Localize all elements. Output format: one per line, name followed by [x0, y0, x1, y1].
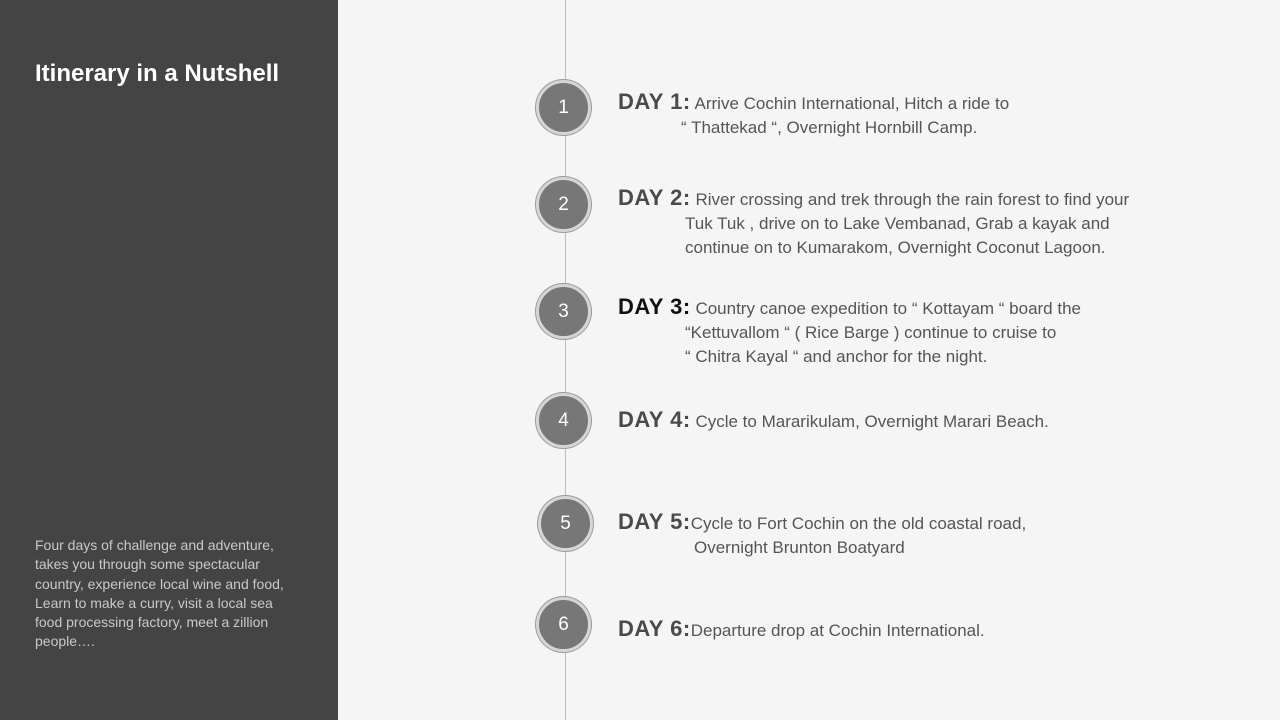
step-5-circle: [538, 496, 593, 551]
day-2-line-1: [618, 186, 1258, 212]
day-5-entry: [618, 510, 1218, 560]
day-4-line-1: [618, 408, 1218, 434]
step-5-number: 5: [560, 512, 571, 534]
step-4-number: 4: [558, 409, 569, 431]
day-1-line-1: [618, 90, 1218, 116]
day-3-line-1: [618, 295, 1218, 321]
day-2-text-2: Tuk Tuk , drive on to Lake Vembanad, Grab a kayak and: [685, 214, 1110, 233]
step-1-number: 1: [558, 96, 569, 118]
day-5-text-1: Cycle to Fort Cochin on the old coastal road,: [690, 514, 1027, 533]
day-3-text-2: “Kettuvallom “ ( Rice Barge ) continue to cruise to: [685, 323, 1057, 342]
day-2-text-1: River crossing and trek through the rain forest to find your: [690, 190, 1130, 209]
step-3-circle: [536, 284, 591, 339]
day-4-label: DAY 4:: [618, 407, 691, 432]
day-1-text-2: “ Thattekad “, Overnight Hornbill Camp.: [681, 118, 978, 137]
day-2-text-3: continue on to Kumarakom, Overnight Coconut Lagoon.: [685, 238, 1106, 257]
day-1-label: DAY 1:: [618, 89, 691, 114]
day-6-entry: [618, 617, 1218, 643]
step-2-circle: [536, 177, 591, 232]
day-3-text-1: Country canoe expedition to “ Kottayam “ board the: [690, 299, 1081, 318]
day-3-entry: [618, 295, 1218, 369]
day-1-entry: [618, 90, 1218, 140]
day-5-text-2: Overnight Brunton Boatyard: [694, 538, 905, 557]
day-4-entry: [618, 408, 1218, 434]
day-5-label: DAY 5:: [618, 509, 691, 534]
day-3-text-3: “ Chitra Kayal “ and anchor for the night.: [685, 347, 988, 366]
day-2-label: DAY 2:: [618, 185, 691, 210]
day-5-line-1: [618, 510, 1218, 536]
step-6-number: 6: [558, 613, 569, 635]
step-4-circle: [536, 393, 591, 448]
day-6-line-1: [618, 617, 1218, 643]
sidebar-panel: [0, 0, 338, 720]
step-1-circle: [536, 80, 591, 135]
day-4-text-1: Cycle to Mararikulam, Overnight Marari Beach.: [690, 412, 1049, 431]
step-6-circle: [536, 597, 591, 652]
day-1-text-1: Arrive Cochin International, Hitch a ride to: [690, 94, 1010, 113]
step-2-number: 2: [558, 193, 569, 215]
sidebar-description: Four days of challenge and adventure, takes you through some spectacular country, experience local wine and food, Learn to make a curry, visit a local sea food processing factory, meet a zillion people….: [35, 537, 284, 650]
day-6-text-1: Departure drop at Cochin International.: [690, 621, 985, 640]
day-3-label: DAY 3:: [618, 294, 691, 319]
day-6-label: DAY 6:: [618, 616, 691, 641]
page-title: Itinerary in a Nutshell: [35, 60, 280, 87]
step-3-number: 3: [558, 300, 569, 322]
day-2-entry: [618, 186, 1258, 260]
